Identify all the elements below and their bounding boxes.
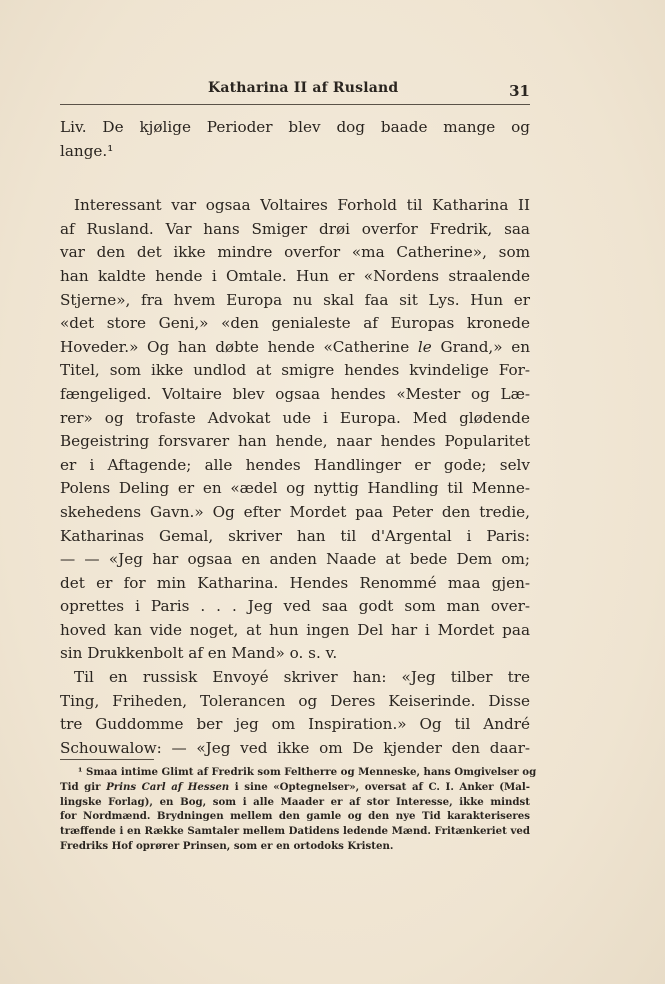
- footnote-line: ¹ Smaa intime Glimt af Fredrik som Feltherre og Menneske, hans Omgivelser og: [78, 766, 537, 778]
- footnote: [60, 765, 537, 854]
- text-line: [60, 336, 530, 360]
- italic-word: le: [417, 337, 432, 356]
- text-segment: Grand,» en: [431, 337, 530, 356]
- text-line: var den det ikke mindre overfor «ma Catherine», som: [60, 243, 530, 262]
- footnote-line: Fredriks Hof oprører Prinsen, som er en ortodoks Kristen.: [60, 839, 394, 852]
- page-header: [60, 80, 530, 100]
- text-segment: Tid gir: [60, 780, 107, 793]
- text-segment: Hoveder.» Og han døbte hende «Catherine: [60, 337, 418, 356]
- text-line: Schouwalow: — «Jeg ved ikke om De kjender den daar-: [60, 738, 530, 757]
- footnote-line: lingske Forlag), en Bog, som i alle Maader er af stor Interesse, ikke mindst: [60, 795, 530, 808]
- text-line: af Rusland. Var hans Smiger drøi overfor Fredrik, saa: [60, 219, 530, 238]
- footnote-line: for Nordmænd. Brydningen mellem den gamle og den nye Tid karakteriseres: [60, 810, 530, 823]
- text-line: skehedens Gavn.» Og efter Mordet paa Peter den tredie,: [60, 502, 530, 521]
- body-text: [60, 116, 530, 760]
- text-line: Liv. De kjølige Perioder blev dog baade mange og: [60, 118, 530, 136]
- text-line: rer» og trofaste Advokat ude i Europa. Med glødende: [60, 408, 530, 427]
- text-line: lange.¹: [60, 141, 114, 160]
- text-line: han kaldte hende i Omtale. Hun er «Nordens straalende: [60, 266, 530, 285]
- text-line: tre Guddomme ber jeg om Inspiration.» Og til André: [60, 715, 530, 734]
- paragraph: [60, 194, 530, 666]
- italic-title: Prins Carl af Hessen: [106, 780, 230, 793]
- footnote-line: [60, 780, 530, 795]
- header-rule: [60, 104, 530, 105]
- text-line: det er for min Katharina. Hendes Renommé maa gjen-: [60, 573, 530, 592]
- text-line: hoved kan vide noget, at hun ingen Del har i Mordet paa: [60, 620, 530, 639]
- page-number: 31: [509, 82, 530, 100]
- text-line: Polens Deling er en «ædel og nyttig Handling til Menne-: [60, 479, 530, 498]
- text-line: Titel, som ikke undlod at smigre hendes kvindelige For-: [60, 361, 530, 380]
- text-line: er i Aftagende; alle hendes Handlinger er gode; selv: [60, 455, 530, 474]
- text-line: Til en russisk Envoyé skriver han: «Jeg tilber tre: [74, 668, 530, 687]
- footnote-rule: [60, 759, 154, 760]
- text-line: Interessant var ogsaa Voltaires Forhold til Katharina II: [74, 196, 530, 215]
- text-line: Stjerne», fra hvem Europa nu skal faa sit Lys. Hun er: [60, 290, 530, 309]
- text-line: — — «Jeg har ogsaa en anden Naade at bede Dem om;: [60, 550, 530, 569]
- text-line: oprettes i Paris . . . Jeg ved saa godt som man over-: [60, 597, 530, 616]
- running-title: Katharina II af Rusland: [208, 80, 399, 96]
- paragraph-gap: [60, 163, 530, 194]
- text-line: «det store Geni,» «den genialeste af Europas kronede: [60, 314, 530, 333]
- text-line: Katharinas Gemal, skriver han til d'Argental i Paris:: [60, 526, 530, 545]
- text-line: sin Drukkenbolt af en Mand» o. s. v.: [60, 644, 338, 663]
- text-segment: i sine «Optegnelser», oversat af C. I. Anker (Mal-: [229, 780, 531, 793]
- paragraph: [60, 116, 530, 163]
- paragraph: [60, 666, 530, 760]
- text-line: Begeistring forsvarer han hende, naar hendes Popularitet: [60, 432, 530, 451]
- text-line: fængeliged. Voltaire blev ogsaa hendes «Mester og Læ-: [60, 384, 530, 403]
- footnote-line: træffende i en Række Samtaler mellem Datidens ledende Mænd. Fritænkeriet ved: [60, 825, 530, 838]
- text-line: Ting, Friheden, Tolerancen og Deres Keiserinde. Disse: [60, 691, 530, 710]
